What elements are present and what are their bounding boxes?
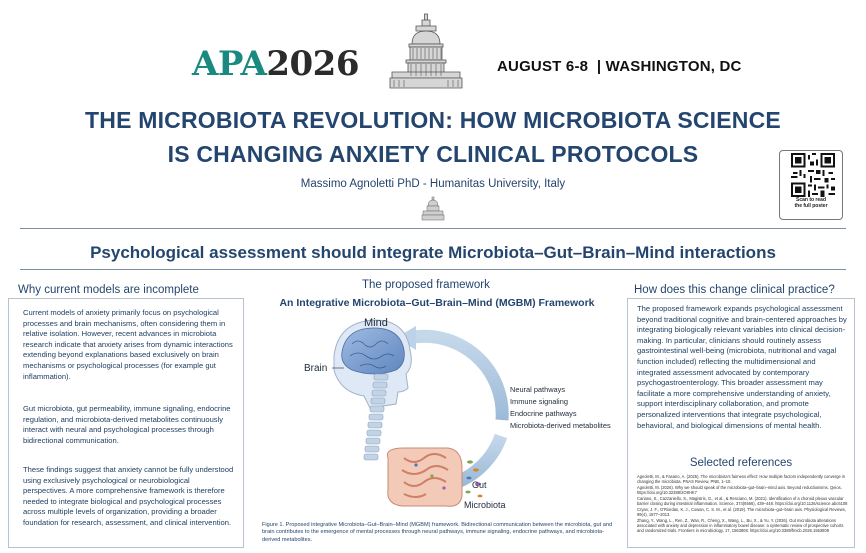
key-message: Psychological assessment should integrate Microbiota–Gut–Brain–Mind interactions (90, 243, 776, 262)
event-date-location: AUGUST 6-8 | WASHINGTON, DC (497, 58, 742, 75)
left-paragraph-2: Gut microbiota, gut permeability, immune signaling, endocrine regulation, and microbiota-derived metabolites continuously interact with neural and psychological processes through bidirectional communication. (23, 404, 231, 445)
references-list (637, 474, 849, 534)
framework-figure-title: An Integrative Microbiota–Gut–Brain–Mind (MGBM) Framework (279, 297, 595, 309)
pathway-metabolites: Microbiota-derived metabolites (510, 421, 611, 430)
middle-section-heading: The proposed framework (362, 279, 490, 291)
reference-item: Zhang, Y., Wang, L., Ren, Z., Wan, R., Cheng, X., Wang, L., Bu, X., & Yu, Y. (2026). Gut microbiota alterations associated with anxiety and depression in inflammatory bowel disease: a systematic review of prospective cohorts and randomized trials. Frontiers in microbiology, 17, 1563808. https://doi.org/10.3389/fmicb.2026.1563809 (637, 518, 844, 534)
pathway-neural: Neural pathways (510, 385, 566, 394)
left-paragraph-1: Current models of anxiety primarily focus on psychological processes and brain mechanisms, often considering them in relative isolation. However, recent advances in microbiota research indicate that anxiety arises from dynamic interactions extending beyond explanations based exclusively on brain mechanisms or psychological processes (for example gut inflammation). (23, 308, 233, 381)
label-mind: Mind (364, 317, 388, 329)
apa-2026-logo: APA2026 (192, 44, 359, 84)
poster-title-line-1: THE MICROBIOTA REVOLUTION: HOW MICROBIOTA SCIENCE (85, 107, 781, 133)
figure-caption: Figure 1. Proposed integrative Microbiota–Gut–Brain–Mind (MGBM) framework. Bidirectional communication between the microbiota, gut and brain contributes to the emergence of mental processes through neural pathways, immune signaling, endocrine pathways, and microbiota-derived metabolites. (262, 522, 613, 543)
left-paragraph-3: These findings suggest that anxiety cannot be fully understood using exclusively psychological or neurobiological perspectives. A more comprehensive framework is therefore needed to integrate biological and psychological processes across multiple levels of organization, providing a broader foundation for research, assessment, and clinical intervention. (23, 465, 234, 527)
reference-item: Cariano, S., Cazzaniello, S., Magistris, G., et al., & Resciano, M. (2021). Identification of a choroid plexus vascular barrier closing during intestinal inflammation. Science, 374(6566), 439–448. https://doi.org/10.1126/science.abc6108 (637, 496, 848, 507)
pathway-immune: Immune signaling (510, 397, 568, 406)
reference-item: Cryan, J. F., O'Riordan, K. J., Cowan, C. S. M., et al. (2019). The microbiota–gut–brain axis. Physiological Reviews, 99(4), 1877–2013. (637, 507, 846, 518)
left-section-heading: Why current models are incomplete (18, 284, 199, 296)
label-gut: Gut (472, 480, 487, 490)
qr-caption: Scan to read the full poster (794, 197, 828, 209)
gut-illustration (387, 448, 462, 506)
qr-code-icon[interactable] (791, 153, 835, 197)
label-brain: Brain (304, 363, 328, 374)
right-section-heading: How does this change clinical practice? (634, 284, 835, 296)
divider-bottom (20, 269, 846, 270)
reference-item: Agnoletti, M. (2026). Why we should speak of the microbiota–gut–brain–mind axis. Beyond reductionisms. Qeios. https://doi.org/10.32388/2O8HK7 (637, 485, 842, 496)
author-line: Massimo Agnoletti PhD - Humanitas University, Italy (300, 178, 566, 190)
references-heading: Selected references (689, 457, 793, 469)
pathway-endocrine: Endocrine pathways (510, 409, 577, 418)
poster-title (20, 103, 846, 171)
right-paragraph-1: The proposed framework expands psychological assessment beyond traditional cognitive and brain-centered approaches by integrating biologically relevant variables into clinical decision-making. In particular, clinicians should routinely assess gastrointestinal well-being (microbiota, nutritional and vagal function included) reflecting the multidimensional and integrated assessment advocated by contemporary psychogastroenterology. This broader assessment may facilitate a more comprehensive understanding of anxiety, support interdisciplinary collaboration, and promote personalized interventions that integrate psychological, behavioral, and biological dimensions of mental health. (637, 304, 847, 430)
small-capitol-icon (421, 196, 445, 222)
label-microbiota: Microbiota (464, 500, 506, 510)
capitol-dome-icon (386, 12, 466, 92)
divider-top (20, 228, 846, 229)
mgbm-framework-diagram (256, 308, 618, 520)
reference-item: Agnoletti, M., & Fasano, A. (2025). The microbiota's fairness effect: How multiple factors independently converge in changing the microbiota. PNAS Review, PNB, 1–10. (637, 474, 846, 485)
poster-title-line-2: IS CHANGING ANXIETY CLINICAL PROTOCOLS (167, 141, 699, 167)
